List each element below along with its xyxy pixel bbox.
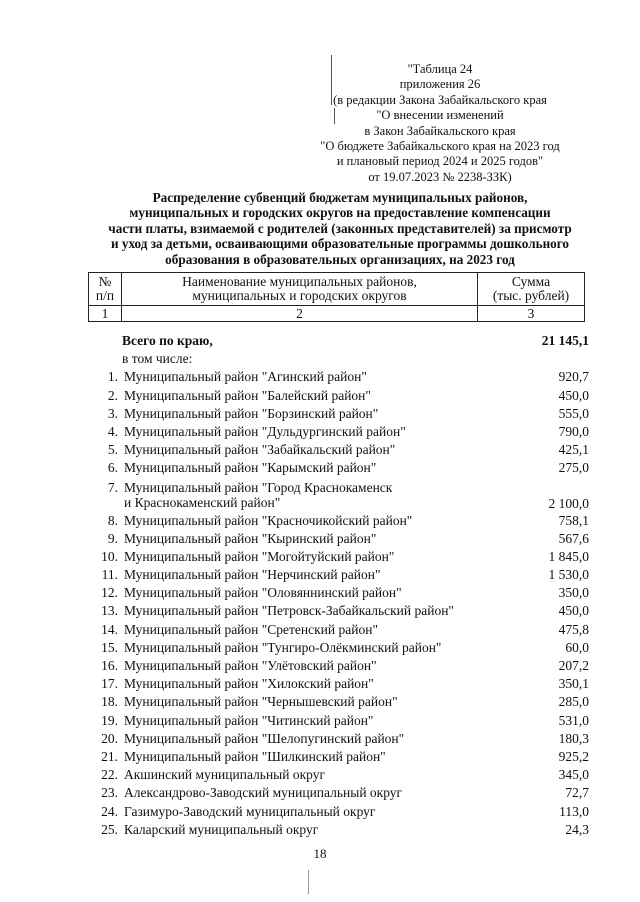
- amount-value: 531,0: [558, 712, 589, 728]
- table-row: [92, 405, 589, 423]
- municipality-name: Муниципальный район "Балейский район": [124, 387, 371, 403]
- amount-value: 113,0: [559, 803, 589, 819]
- scan-artifact-line: [308, 870, 309, 894]
- table-row: [92, 478, 589, 512]
- amount-value: 345,0: [558, 767, 589, 783]
- row-number: 8.: [107, 512, 118, 528]
- row-number: 22.: [101, 767, 118, 783]
- subtotal-caption-row: [92, 350, 589, 368]
- municipality-name: Муниципальный район "Забайкальский район": [124, 442, 396, 458]
- subsidy-table-header: [88, 272, 585, 322]
- amount-value: 350,1: [558, 676, 589, 692]
- municipality-name: [124, 480, 392, 511]
- municipality-name: Муниципальный район "Улётовский район": [124, 658, 377, 673]
- row-number: 18.: [101, 694, 118, 710]
- appendix-header: [300, 62, 580, 185]
- table-body: [92, 332, 589, 839]
- column-number-1: 1: [89, 306, 122, 322]
- municipality-name: Муниципальный район "Петровск-Забайкальский район": [124, 603, 454, 619]
- amount-value: 24,3: [565, 821, 589, 837]
- table-row: [92, 602, 589, 620]
- amount-value: 285,0: [558, 694, 589, 710]
- row-number: 15.: [101, 639, 118, 655]
- municipality-name: Муниципальный район "Шелопугинский район": [124, 730, 405, 746]
- row-number: 10.: [101, 548, 118, 564]
- municipality-name: Каларский муниципальный округ: [124, 821, 319, 837]
- table-rows: [92, 368, 589, 839]
- table-row: [92, 675, 589, 693]
- municipality-name: Муниципальный район "Карымский район": [124, 460, 377, 476]
- row-number: 3.: [107, 405, 118, 421]
- municipality-name: Муниципальный район "Читинский район": [124, 712, 374, 728]
- column-number-2: 2: [122, 306, 478, 322]
- municipality-name: Акшинский муниципальный округ: [124, 767, 326, 783]
- row-number: 24.: [101, 803, 118, 819]
- municipality-name: Муниципальный район "Оловяннинский район": [124, 585, 402, 601]
- table-row: [92, 512, 589, 530]
- total-value: 21 145,1: [541, 333, 589, 348]
- amount-value: 450,0: [558, 603, 589, 619]
- table-row: [92, 766, 589, 784]
- row-number: 20.: [101, 730, 118, 746]
- amount-value: 567,6: [558, 530, 589, 546]
- amount-value: 1 530,0: [548, 567, 589, 583]
- row-number: 13.: [101, 603, 118, 619]
- column-numbering-row: [89, 306, 585, 322]
- row-number: 6.: [107, 460, 118, 476]
- amount-value: 350,0: [558, 585, 589, 601]
- amount-value: 207,2: [558, 658, 589, 673]
- municipality-name: Муниципальный район "Шилкинский район": [124, 748, 386, 764]
- title-line: муниципальных и городских округов на предоставление компенсации: [129, 205, 551, 221]
- row-number: 9.: [107, 530, 118, 546]
- header-line: "Таблица 24: [407, 62, 473, 76]
- page-number: 18: [313, 846, 327, 861]
- row-number: 14.: [101, 621, 118, 637]
- municipality-name: Муниципальный район "Чернышевский район": [124, 694, 398, 710]
- column-number-3: 3: [478, 306, 585, 322]
- municipality-name: Муниципальный район "Кыринский район": [124, 530, 377, 546]
- amount-value: 2 100,0: [548, 495, 589, 511]
- amount-value: 790,0: [558, 423, 589, 439]
- title-line: образования в образовательных организациях, на 2023 год: [165, 251, 515, 267]
- table-row: [92, 566, 589, 584]
- row-number: 17.: [101, 676, 118, 692]
- header-line: "О бюджете Забайкальского края на 2023 год: [320, 139, 560, 154]
- municipality-name: Газимуро-Заводский муниципальный округ: [124, 803, 376, 819]
- row-number: 12.: [101, 585, 118, 601]
- amount-value: 475,8: [558, 621, 589, 637]
- municipality-name: Муниципальный район "Красночикойский район": [124, 512, 413, 528]
- table-row: [92, 639, 589, 657]
- table-row: [92, 368, 589, 386]
- row-number: 25.: [101, 821, 118, 837]
- municipality-name: Муниципальный район "Агинский район": [124, 369, 367, 385]
- table-row: [92, 530, 589, 548]
- table-row: [92, 784, 589, 802]
- municipality-name: Муниципальный район "Дульдургинский район": [124, 423, 406, 439]
- table-row: [92, 441, 589, 459]
- row-number: 11.: [101, 567, 118, 583]
- title-line: Распределение субвенций бюджетам муниципальных районов,: [152, 190, 528, 205]
- amount-value: 555,0: [558, 405, 589, 421]
- amount-value: 72,7: [565, 785, 589, 801]
- table-header-row: [89, 273, 585, 306]
- amount-value: 925,2: [558, 748, 589, 764]
- document-title: [80, 190, 600, 267]
- amount-value: 758,1: [558, 512, 589, 528]
- municipality-name: Муниципальный район "Борзинский район": [124, 405, 379, 421]
- header-line: (в редакции Закона Забайкальского края: [333, 92, 547, 107]
- municipality-name: Муниципальный район "Сретенский район": [124, 621, 378, 637]
- table-row: [92, 693, 589, 711]
- table-row: [92, 657, 589, 675]
- amount-value: 60,0: [565, 639, 589, 655]
- row-number: 5.: [107, 442, 118, 458]
- amount-value: 425,1: [558, 442, 589, 458]
- header-line: приложения 26: [399, 77, 481, 92]
- column-header-amount: Сумма (тыс. рублей): [478, 273, 585, 306]
- amount-value: 450,0: [558, 387, 589, 403]
- municipality-name: Муниципальный район "Тунгиро-Олёкминский район": [124, 639, 442, 655]
- row-number: 1.: [107, 369, 118, 385]
- table-row: [92, 423, 589, 441]
- row-number: 2.: [107, 387, 118, 403]
- row-number: 7.: [107, 479, 118, 495]
- column-header-name: Наименование муниципальных районов, муниципальных и городских округов: [122, 273, 478, 306]
- table-row: [92, 548, 589, 566]
- row-number: 4.: [107, 423, 118, 439]
- table-row: [92, 821, 589, 839]
- row-number: 16.: [101, 658, 118, 673]
- amount-value: 1 845,0: [548, 548, 589, 564]
- row-number: 21.: [101, 748, 118, 764]
- amount-value: 180,3: [558, 730, 589, 746]
- municipality-name: Муниципальный район "Хилокский район": [124, 676, 374, 692]
- table-row: [92, 387, 589, 405]
- table-row: [92, 803, 589, 821]
- table-row: [92, 621, 589, 639]
- header-line: "О внесении изменений: [376, 108, 504, 123]
- row-number: 19.: [101, 712, 118, 728]
- column-header-number: № п/п: [89, 273, 122, 306]
- municipality-name: Муниципальный район "Нерчинский район": [124, 567, 381, 583]
- header-line: от 19.07.2023 № 2238-ЗЗК): [368, 169, 512, 184]
- title-line: и уход за детьми, осваивающими образовательные программы дошкольного: [110, 236, 570, 252]
- table-row: [92, 748, 589, 766]
- amount-value: 275,0: [558, 460, 589, 476]
- header-line: в Закон Забайкальского края: [364, 123, 516, 138]
- title-line: части платы, взимаемой с родителей (законных представителей) за присмотр: [108, 220, 572, 236]
- table-row: [92, 459, 589, 477]
- table-row: [92, 730, 589, 748]
- row-number: 23.: [101, 785, 118, 801]
- total-label: Всего по краю,: [122, 333, 213, 348]
- subtotal-label: в том числе:: [122, 351, 193, 367]
- municipality-name: Муниципальный район "Могойтуйский район": [124, 548, 395, 564]
- table-row: [92, 584, 589, 602]
- header-line: и плановый период 2024 и 2025 годов": [336, 154, 544, 169]
- total-row: [92, 332, 589, 350]
- municipality-name-line: Муниципальный район "Город Краснокаменск: [124, 479, 393, 495]
- municipality-name: Александрово-Заводский муниципальный округ: [124, 785, 403, 801]
- amount-value: 920,7: [558, 369, 589, 385]
- table-row: [92, 712, 589, 730]
- municipality-name-line: и Краснокаменский район": [124, 494, 281, 510]
